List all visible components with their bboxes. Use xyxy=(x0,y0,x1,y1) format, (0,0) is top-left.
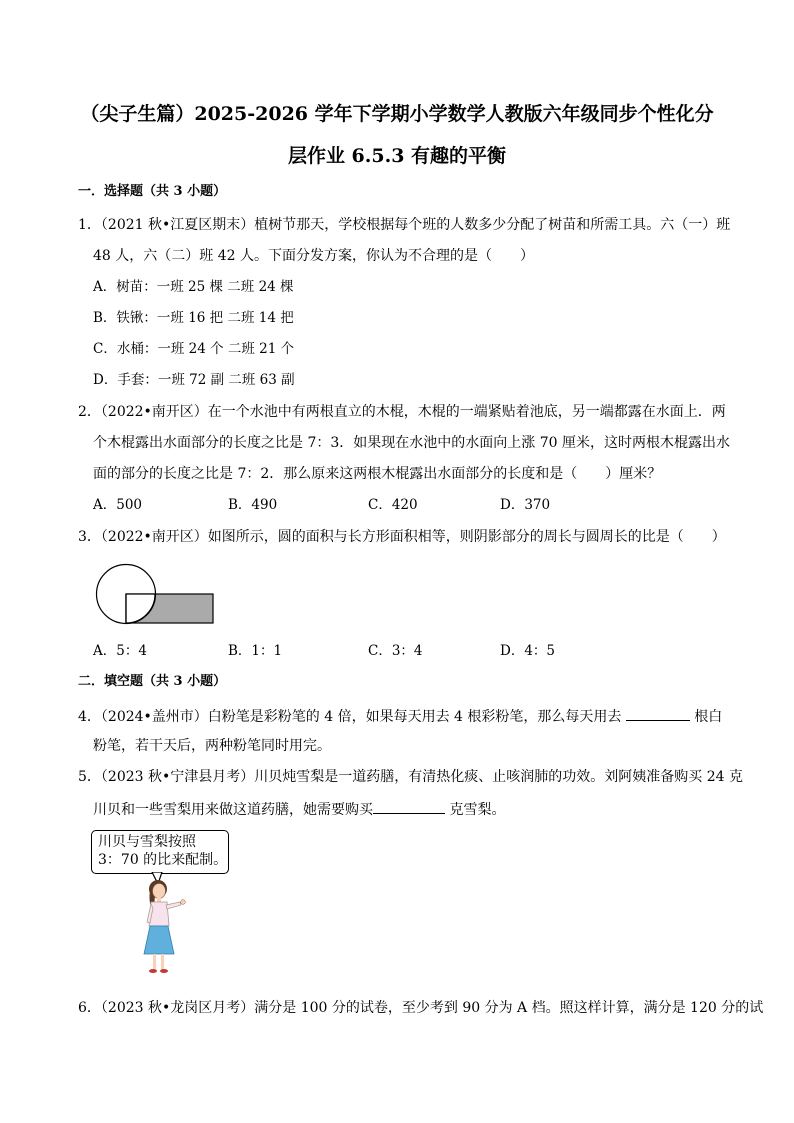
circle-rectangle-figure xyxy=(92,560,218,628)
teacher-illustration xyxy=(128,872,198,976)
q5-text-before-blank: 川贝和一些雪梨用来做这道药膳，她需要购买 xyxy=(93,802,373,818)
speech-bubble-line1: 川贝与雪梨按照 xyxy=(98,834,196,850)
teacher-skirt xyxy=(144,926,174,954)
q2-option-d: D．370 xyxy=(500,497,551,513)
document-title-line2: 层作业 6.5.3 有趣的平衡 xyxy=(287,145,507,167)
q4-stem-line1 xyxy=(78,705,722,727)
teacher-shoe-right xyxy=(160,969,168,973)
q3-stem-line1: 3．（2022•南开区）如图所示，圆的面积与长方形面积相等，则阴影部分的周长与圆周长的比是（ ） xyxy=(78,529,726,545)
q2-stem-line1: 2．（2022•南开区）在一个水池中有两根直立的木棍，木棍的一端紧贴着池底，另一端都露在水面上．两 xyxy=(78,404,726,420)
teacher-hand xyxy=(181,900,186,905)
q6-stem-line1: 6．（2023 秋•龙岗区月考）满分是 100 分的试卷，至少考到 90 分为 A 档。照这样计算，满分是 120 分的试 xyxy=(78,1000,764,1016)
q5-stem-line1: 5．（2023 秋•宁津县月考）川贝炖雪梨是一道药膳，有清热化痰、止咳润肺的功效。刘阿姨准备购买 24 克 xyxy=(78,769,743,785)
q1-option-d: D．手套：一班 72 副 二班 63 副 xyxy=(93,372,295,388)
q4-text-after-blank: 根白 xyxy=(689,709,723,725)
teacher-neck xyxy=(157,898,161,902)
teacher-leg-left xyxy=(153,954,156,970)
q1-stem-line2: 48 人，六（二）班 42 人。下面分发方案，你认为不合理的是（ ） xyxy=(93,248,534,264)
q4-answer-blank[interactable] xyxy=(626,705,690,721)
teacher-arm xyxy=(166,902,181,909)
q2-option-a: A．500 xyxy=(93,497,143,513)
q2-stem-line2: 个木棍露出水面部分的长度之比是 7：3．如果现在水池中的水面向上涨 70 厘米，这时两根木棍露出水 xyxy=(93,435,730,451)
section-heading-fill: 二．填空题（共 3 小题） xyxy=(78,674,227,689)
document-title-line1: （尖子生篇）2025-2026 学年下学期小学数学人教版六年级同步个性化分 xyxy=(80,103,714,125)
q1-stem-line1: 1．（2021 秋•江夏区期末）植树节那天，学校根据每个班的人数多少分配了树苗和所需工具。六（一）班 xyxy=(78,217,731,233)
q3-option-b: B．1：1 xyxy=(228,643,283,659)
q1-option-c: C．水桶：一班 24 个 二班 21 个 xyxy=(93,341,295,357)
q2-stem-line3: 面的部分的长度之比是 7：2．那么原来这两根木棍露出水面部分的长度和是（ ）厘米？ xyxy=(93,466,662,482)
speech-bubble-line2: 3：70 的比来配制。 xyxy=(98,852,228,868)
q3-option-a: A．5：4 xyxy=(93,643,147,659)
teacher-leg-right xyxy=(161,954,164,970)
q5-answer-blank[interactable] xyxy=(373,798,445,814)
q2-option-b: B．490 xyxy=(228,497,278,513)
teacher-face xyxy=(153,884,166,899)
q2-option-c: C．420 xyxy=(368,497,418,513)
q4-text-before-blank: 4．（2024•盖州市）白粉笔是彩粉笔的 4 倍，如果每天用去 4 根彩粉笔，那么每天用去 xyxy=(78,709,626,725)
teacher-shoe-left xyxy=(149,969,157,973)
section-heading-choice: 一．选择题（共 3 小题） xyxy=(78,184,227,199)
speech-bubble xyxy=(91,830,229,874)
q3-option-d: D．4：5 xyxy=(500,643,556,659)
q5-stem-line2 xyxy=(93,798,505,820)
q1-option-b: B．铁锹：一班 16 把 二班 14 把 xyxy=(93,310,294,326)
q3-option-c: C．3：4 xyxy=(368,643,423,659)
q5-text-after-blank: 克雪梨。 xyxy=(445,802,506,818)
q4-stem-line2: 粉笔，若干天后，两种粉笔同时用完。 xyxy=(93,738,331,754)
q1-option-a: A．树苗：一班 25 棵 二班 24 棵 xyxy=(93,279,294,295)
